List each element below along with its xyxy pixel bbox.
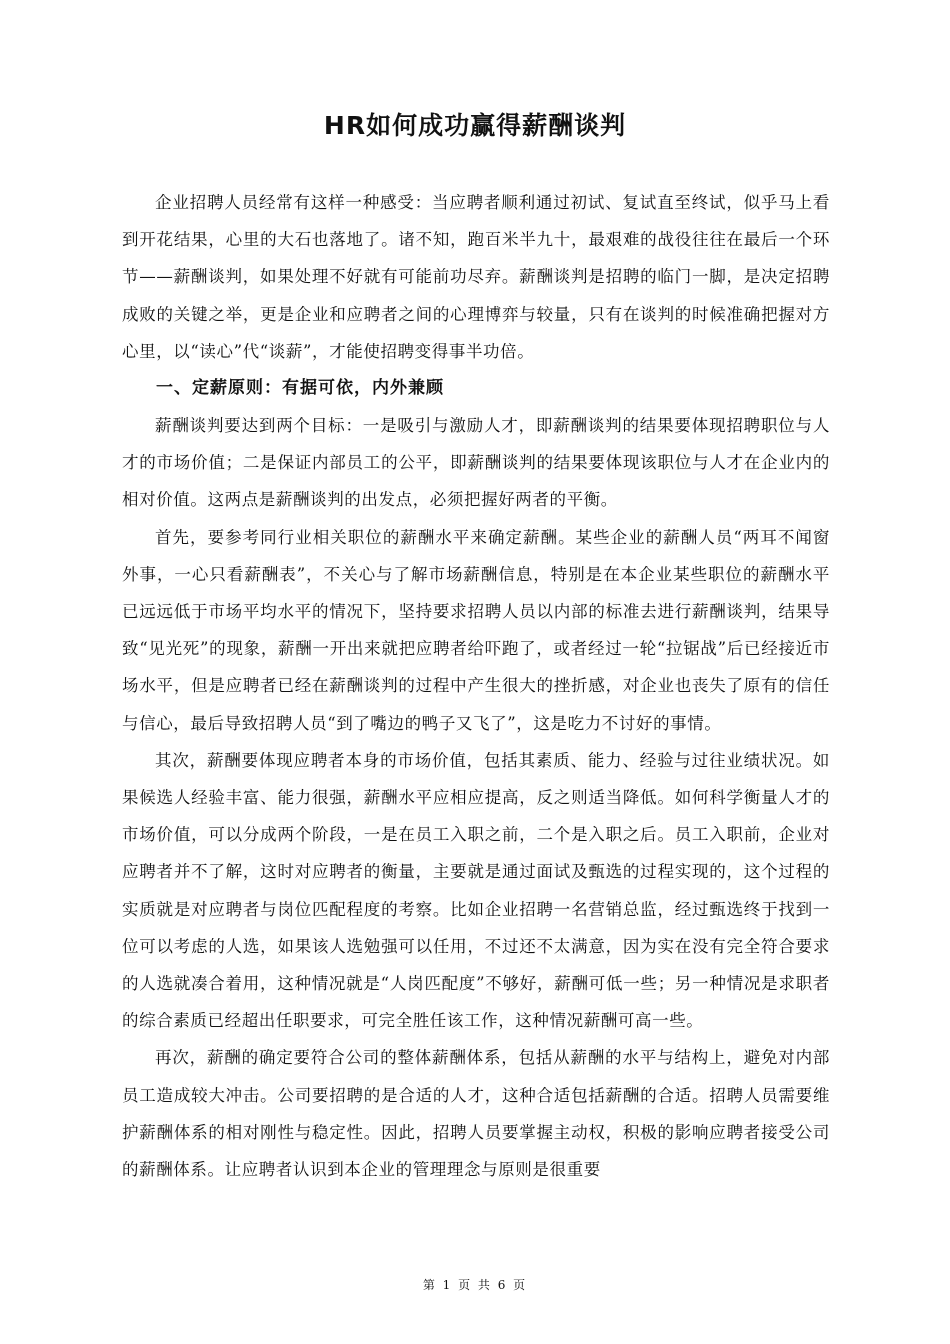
document-title: HR如何成功赢得薪酬谈判: [323, 111, 627, 140]
intro-paragraph: 企业招聘人员经常有这样一种感受：当应聘者顺利通过初试、复试直至终试，似乎马上看到开花结果，心里的大石也落地了。诸不知，跑百米半九十，最艰难的战役往往在最后一个环节——薪酬谈判，如果处理不好就有可能前功尽弃。薪酬谈判是招聘的临门一脚，是决定招聘成败的关键之举，更是企业和应聘者之间的心理博弈与较量，只有在谈判的时候准确把握对方心里，以“读心”代“谈薪”，才能使招聘变得事半功倍。: [122, 193, 830, 361]
section-paragraph-1: 薪酬谈判要达到两个目标：一是吸引与激励人才，即薪酬谈判的结果要体现招聘职位与人才的市场价值；二是保证内部员工的公平，即薪酬谈判的结果要体现该职位与人才在企业内的相对价值。这两点是薪酬谈判的出发点，必须把握好两者的平衡。: [122, 416, 830, 510]
page-footer: 第 1 页 共 6 页: [422, 1278, 528, 1292]
document-body: [122, 184, 830, 1188]
section-heading: 一、定薪原则：有据可依，内外兼顾: [156, 378, 444, 399]
section-paragraph-4: 再次，薪酬的确定要符合公司的整体薪酬体系，包括从薪酬的水平与结构上，避免对内部员工造成较大冲击。公司要招聘的是合适的人才，这种合适包括薪酬的合适。招聘人员需要维护薪酬体系的相对刚性与稳定性。因此，招聘人员要掌握主动权，积极的影响应聘者接受公司的薪酬体系。让应聘者认识到本企业的管理理念与原则是很重要: [122, 1048, 830, 1180]
section-paragraph-3: 其次，薪酬要体现应聘者本身的市场价值，包括其素质、能力、经验与过往业绩状况。如果候选人经验丰富、能力很强，薪酬水平应相应提高，反之则适当降低。如何科学衡量人才的市场价值，可以分成两个阶段，一是在员工入职之前，二个是入职之后。员工入职前，企业对应聘者并不了解，这时对应聘者的衡量，主要就是通过面试及甄选的过程实现的，这个过程的实质就是对应聘者与岗位匹配程度的考察。比如企业招聘一名营销总监，经过甄选终于找到一位可以考虑的人选，如果该人选勉强可以任用，不过还不太满意，因为实在没有完全符合要求的人选就凑合着用，这种情况就是“人岗匹配度”不够好，薪酬可低一些；另一种情况是求职者的综合素质已经超出任职要求，可完全胜任该工作，这种情况薪酬可高一些。: [122, 750, 830, 1031]
section-paragraph-2: 首先，要参考同行业相关职位的薪酬水平来确定薪酬。某些企业的薪酬人员“两耳不闻窗外事，一心只看薪酬表”，不关心与了解市场薪酬信息，特别是在本企业某些职位的薪酬水平已远远低于市场平均水平的情况下，坚持要求招聘人员以内部的标准去进行薪酬谈判，结果导致“见光死”的现象，薪酬一开出来就把应聘者给吓跑了，或者经过一轮“拉锯战”后已经接近市场水平，但是应聘者已经在薪酬谈判的过程中产生很大的挫折感，对企业也丧失了原有的信任与信心，最后导致招聘人员“到了嘴边的鸭子又飞了”，这是吃力不讨好的事情。: [122, 527, 830, 733]
